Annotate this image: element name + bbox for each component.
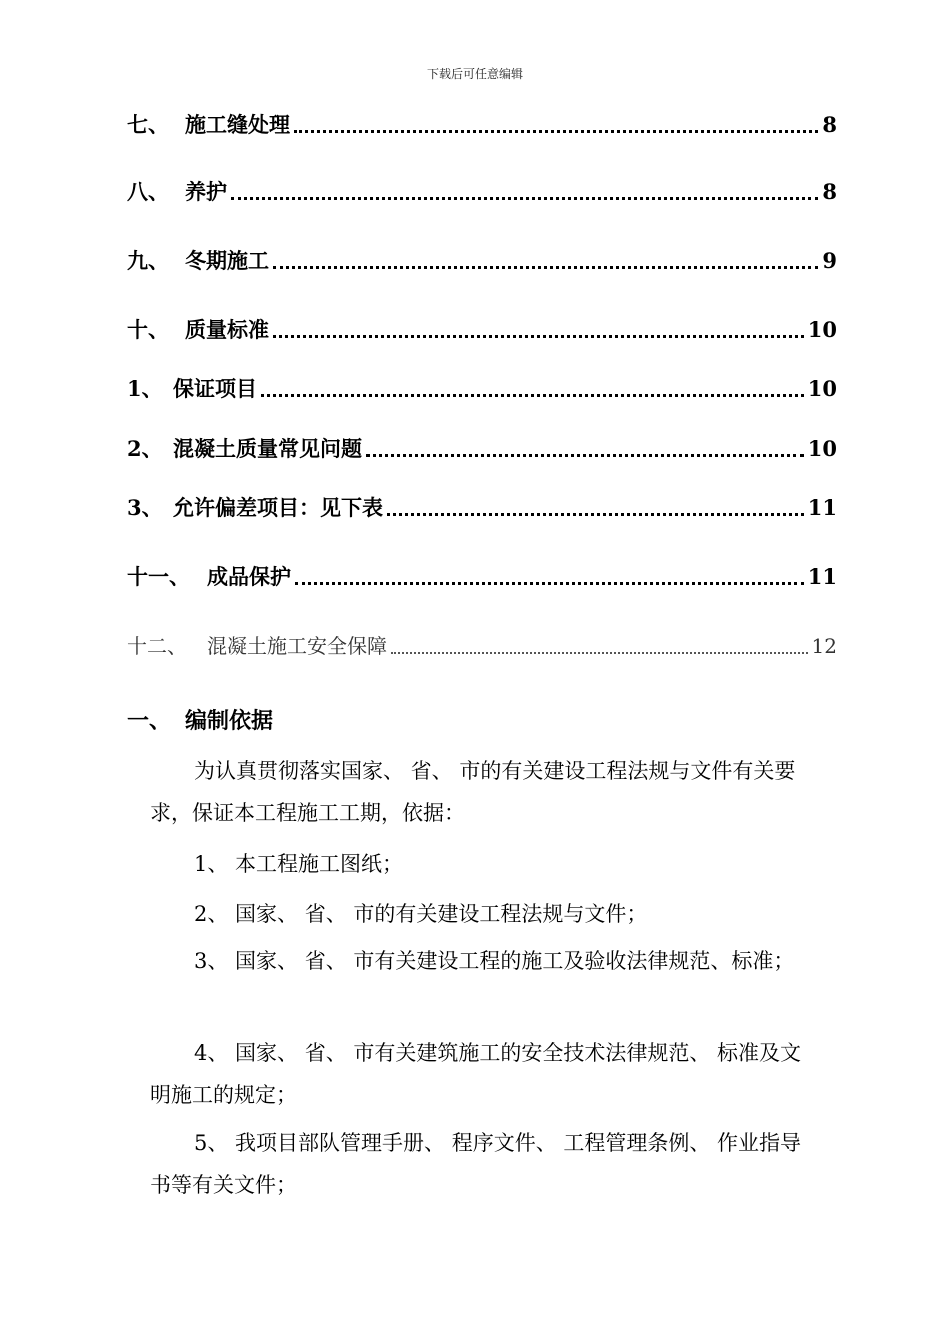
- body-paragraph: [150, 1122, 810, 1206]
- toc-entry[interactable]: [127, 562, 837, 592]
- body-paragraph: [150, 1032, 810, 1116]
- toc-leader-dots: [391, 652, 808, 654]
- toc-entry-number: 3、: [127, 495, 163, 520]
- toc-entry-title: 混凝土质量常见问题: [173, 436, 362, 461]
- body-paragraph: [150, 843, 810, 885]
- toc-entry-title: 施工缝处理: [185, 112, 290, 137]
- toc-entry-title: 保证项目: [173, 376, 257, 401]
- toc-entry-page: 8: [822, 179, 837, 204]
- toc-entry-title: 成品保护: [207, 564, 291, 589]
- toc-entry-number: 2、: [127, 436, 163, 461]
- section-title: 编制依据: [185, 708, 274, 734]
- toc-leader-dots: [295, 582, 804, 585]
- toc-entry-title: 混凝土施工安全保障: [207, 634, 387, 658]
- toc-entry-number: 十一、: [127, 564, 190, 589]
- paragraph-text: 5、 我项目部队管理手册、 程序文件、 工程管理条例、 作业指导书等有关文件；: [150, 1131, 802, 1197]
- toc-entry-page: 11: [807, 495, 837, 520]
- toc-entry[interactable]: [127, 177, 837, 207]
- paragraph-text: 4、 国家、 省、 市有关建筑施工的安全技术法律规范、 标准及文明施工的规定；: [150, 1041, 802, 1107]
- toc-entry[interactable]: [127, 434, 837, 464]
- toc-leader-dots: [294, 130, 818, 133]
- toc-entry[interactable]: [127, 246, 837, 276]
- paragraph-text: 3、 国家、 省、 市有关建设工程的施工及验收法律规范、标准；: [194, 949, 795, 973]
- page-header: 下载后可任意编辑: [426, 67, 523, 81]
- toc-leader-dots: [231, 197, 818, 200]
- toc-entry-title: 养护: [185, 179, 227, 204]
- toc-entry-page: 8: [822, 112, 837, 137]
- toc-entry-page: 10: [807, 317, 837, 342]
- section-number: 一、: [127, 708, 172, 734]
- toc-leader-dots: [366, 454, 804, 457]
- paragraph-text: 为认真贯彻落实国家、 省、 市的有关建设工程法规与文件有关要求，保证本工程施工工期，依据：: [150, 759, 796, 825]
- paragraph-text: 1、 本工程施工图纸；: [194, 852, 404, 876]
- section-heading: [127, 705, 273, 737]
- toc-entry[interactable]: [127, 493, 837, 523]
- toc-leader-dots: [273, 335, 804, 338]
- toc-entry-page: 10: [807, 436, 837, 461]
- toc-entry-number: 七、: [127, 112, 169, 137]
- toc-entry[interactable]: [127, 315, 837, 345]
- toc-entry-page: 10: [807, 376, 837, 401]
- toc-entry-title: 质量标准: [185, 317, 269, 342]
- toc-entry-number: 八、: [127, 179, 169, 204]
- toc-entry[interactable]: [127, 631, 837, 661]
- toc-entry-number: 1、: [127, 376, 163, 401]
- toc-entry[interactable]: [127, 110, 837, 140]
- toc-entry-title: 允许偏差项目：见下表: [173, 495, 383, 520]
- toc-leader-dots: [261, 394, 804, 397]
- toc-entry[interactable]: [127, 374, 837, 404]
- toc-entry-page: 12: [811, 634, 837, 658]
- body-paragraph: [150, 750, 810, 834]
- toc-leader-dots: [387, 513, 804, 516]
- toc-leader-dots: [273, 266, 818, 269]
- toc-entry-number: 十、: [127, 317, 169, 342]
- paragraph-text: 2、 国家、 省、 市的有关建设工程法规与文件；: [194, 902, 648, 926]
- toc-entry-page: 11: [807, 564, 837, 589]
- body-paragraph: [150, 893, 810, 935]
- toc-entry-title: 冬期施工: [185, 248, 269, 273]
- body-paragraph: [150, 940, 810, 982]
- toc-entry-number: 十二、: [127, 634, 187, 658]
- toc-entry-page: 9: [822, 248, 837, 273]
- toc-entry-number: 九、: [127, 248, 169, 273]
